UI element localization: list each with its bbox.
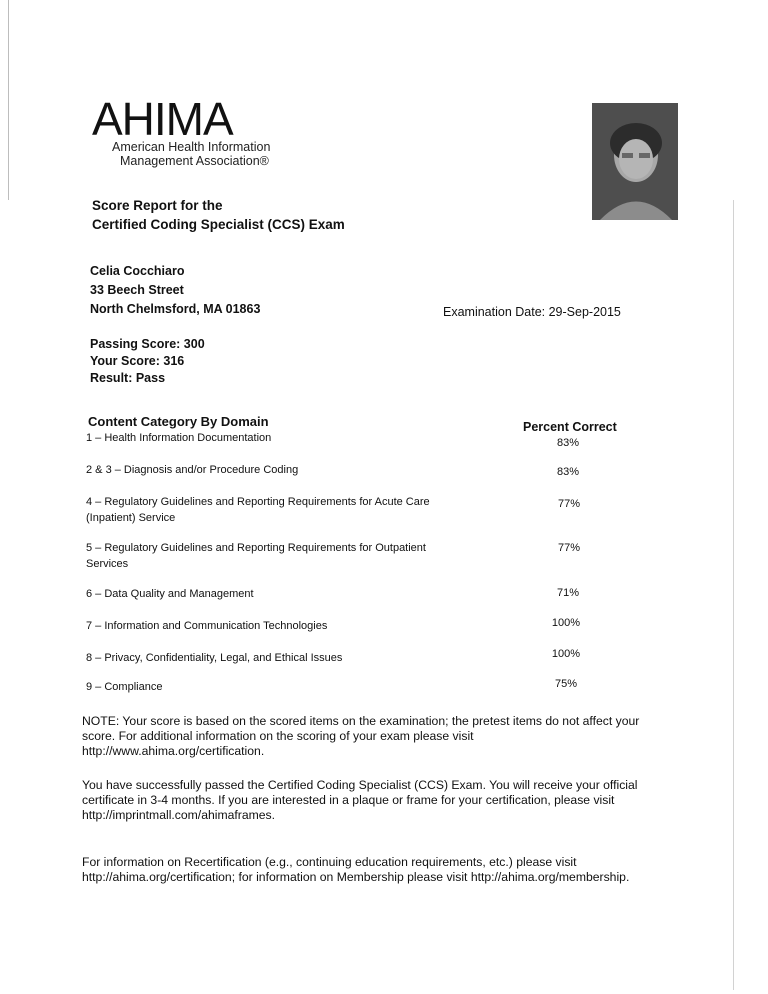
domain-row-1-value: 83% [556, 437, 580, 449]
domain-row-8-label: 9 – Compliance [86, 681, 163, 693]
your-score: Your Score: 316 [90, 354, 185, 368]
ahima-logo [92, 93, 282, 168]
domain-row-4-value: 77% [557, 542, 581, 554]
domain-row-1-label: 1 – Health Information Documentation [86, 432, 272, 444]
candidate-city: North Chelmsford, MA 01863 [90, 302, 261, 316]
domain-row-5-value: 71% [556, 587, 580, 599]
domain-column-header: Content Category By Domain [88, 414, 269, 429]
domain-row-2-label: 2 & 3 – Diagnosis and/or Procedure Coding [86, 464, 299, 476]
domain-row-5-label: 6 – Data Quality and Management [86, 588, 254, 600]
percent-column-header: Percent Correct [523, 420, 617, 434]
candidate-street: 33 Beech Street [90, 283, 184, 297]
passing-score: Passing Score: 300 [90, 337, 205, 351]
domain-row-7-label: 8 – Privacy, Confidentiality, Legal, and Ethical Issues [86, 652, 343, 664]
pass-notice: You have successfully passed the Certified Coding Specialist (CCS) Exam. You will receive your official certificate in 3-4 months. If you are interested in a plaque or frame for your certification, please visit http://imprintmall.com/ahimaframes. [82, 778, 638, 822]
recertification-info: For information on Recertification (e.g., continuing education requirements, etc.) please visit http://ahima.org/certification; for information on Membership please visit http://ahima.org/membership. [82, 855, 630, 884]
candidate-address [90, 262, 260, 319]
domain-row-3-label: 4 – Regulatory Guidelines and Reporting Requirements for Acute Care (Inpatient) Service [86, 496, 430, 524]
logo-line-1: American Health Information [112, 140, 271, 154]
candidate-photo [592, 103, 678, 220]
domain-row-6-value: 100% [551, 617, 581, 629]
scoring-note: NOTE: Your score is based on the scored items on the examination; the pretest items do not affect your score. For additional information on the scoring of your exam please visit http://www.ahima.org/certification. [82, 714, 640, 758]
examination-date: Examination Date: 29-Sep-2015 [443, 305, 621, 319]
domain-row-7-value: 100% [551, 648, 581, 660]
result: Result: Pass [90, 371, 166, 385]
domain-row-8-value: 75% [554, 678, 578, 690]
report-title-line-1: Score Report for the [92, 198, 223, 213]
domain-row-4-label: 5 – Regulatory Guidelines and Reporting Requirements for Outpatient Services [86, 542, 426, 570]
candidate-name: Celia Cocchiaro [90, 264, 185, 278]
domain-row-2-value: 83% [556, 466, 580, 478]
score-summary [90, 336, 205, 387]
logo-line-2: Management Association® [120, 154, 269, 168]
scan-edge-left [8, 0, 9, 200]
scan-edge-right [733, 200, 734, 990]
domain-row-3-value: 77% [557, 498, 581, 510]
logo-wordmark: AHIMA [92, 93, 233, 145]
report-title-line-2: Certified Coding Specialist (CCS) Exam [92, 217, 345, 232]
report-title [92, 196, 345, 234]
domain-row-6-label: 7 – Information and Communication Technologies [86, 620, 328, 632]
